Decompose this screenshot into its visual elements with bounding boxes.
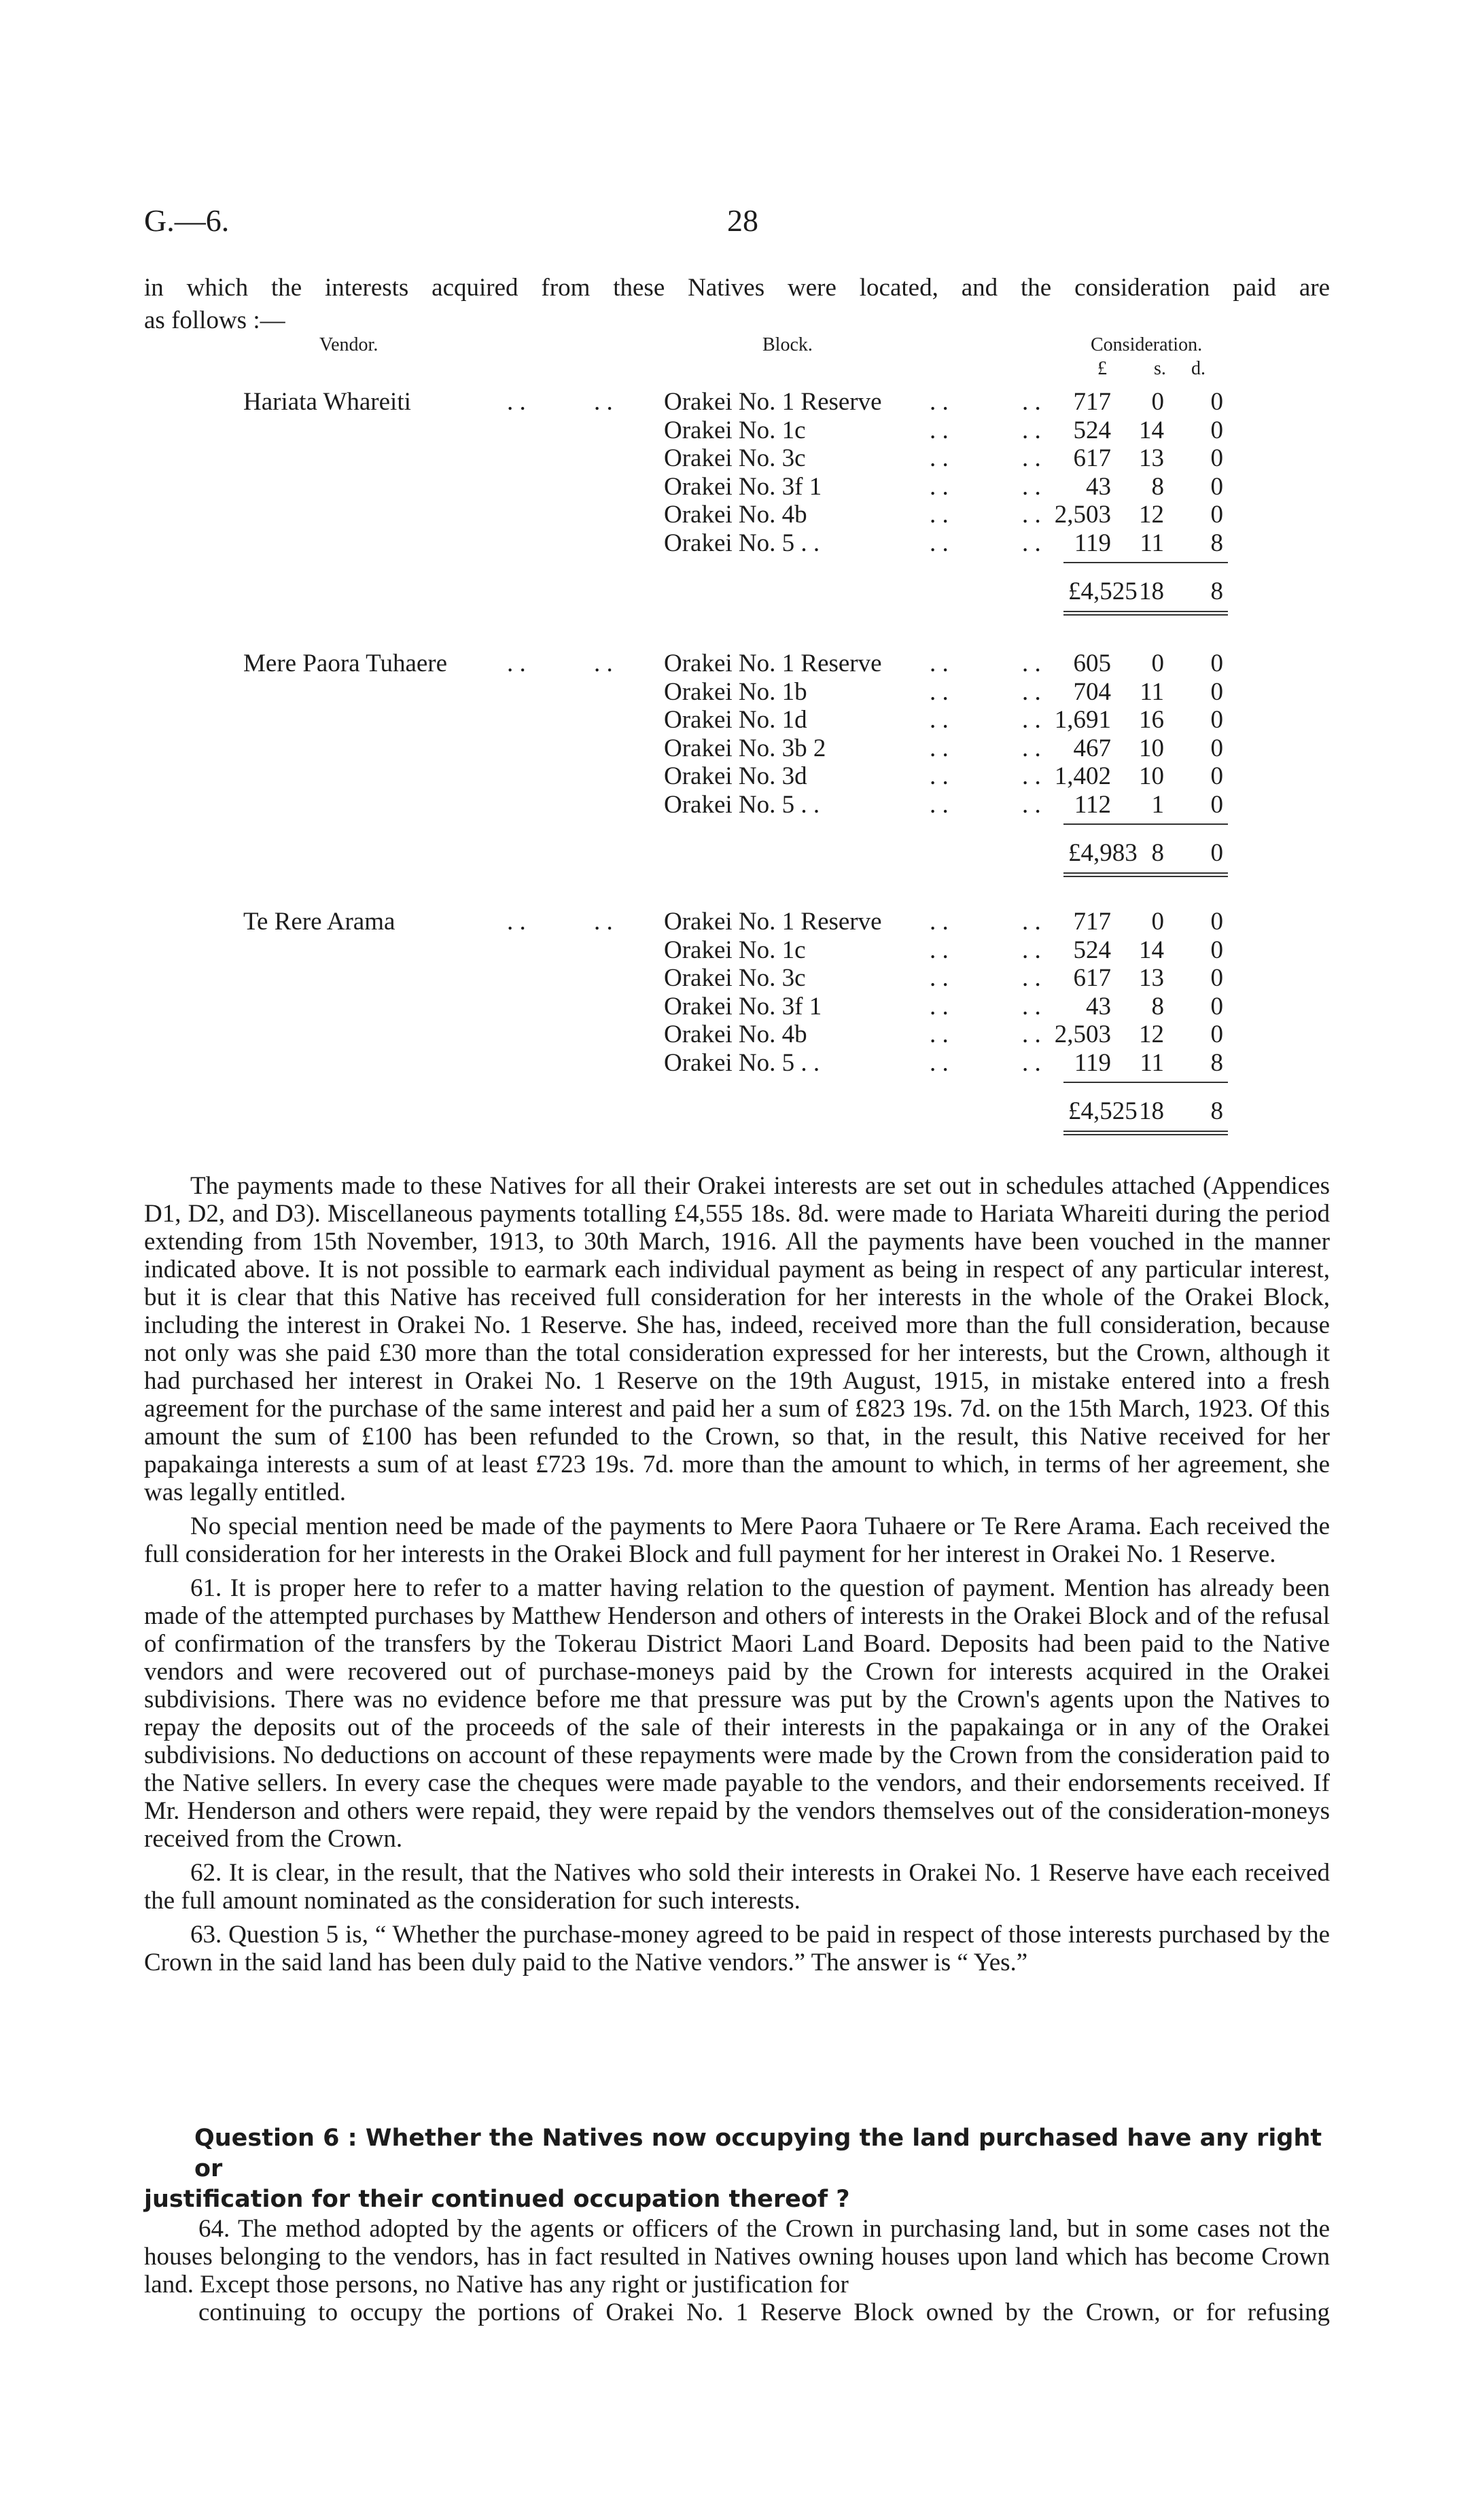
amount-pence: 0 [1210, 650, 1223, 677]
subtotal-rule [1063, 1082, 1228, 1083]
intro-line-2: as follows :— [144, 306, 285, 334]
amount-pounds: 717 [1073, 908, 1111, 936]
leader-dots: . . [930, 650, 949, 677]
total-double-rule [1063, 1131, 1228, 1135]
leader-dots: . . [930, 1021, 949, 1048]
total-pence: 8 [1210, 578, 1223, 605]
column-header-block: Block. [762, 334, 813, 355]
amount-pence: 0 [1210, 388, 1223, 416]
leader-dots: . . [930, 529, 949, 557]
amount-pence: 0 [1210, 677, 1223, 706]
leader-dots: . . [507, 908, 526, 936]
amount-pounds: 2,503 [1054, 1021, 1111, 1048]
amount-shillings: 0 [1151, 908, 1164, 936]
leader-dots: . . [930, 964, 949, 992]
amount-shillings: 1 [1151, 790, 1164, 819]
intro-line-1: in which the interests acquired from these Natives were located, and the consideration paid are [144, 274, 1330, 302]
amount-pounds: 717 [1073, 388, 1111, 416]
leader-dots: . . [1022, 501, 1041, 529]
amount-shillings: 13 [1139, 964, 1164, 992]
amount-pence: 0 [1210, 762, 1223, 790]
paragraph-64 [144, 2215, 1330, 2326]
leader-dots: . . [930, 706, 949, 734]
paragraph-63: 63. Question 5 is, “ Whether the purchase-money agreed to be paid in respect of those interests purchased by the Crown in the said land has been duly paid to the Native vendors.” The answer is “ Yes.” [144, 1921, 1330, 1976]
block-name: Orakei No. 3f 1 [664, 472, 822, 501]
amount-pounds: 1,691 [1054, 706, 1111, 734]
leader-dots: . . [594, 908, 613, 936]
total-double-rule [1063, 611, 1228, 616]
amount-pounds: 524 [1073, 936, 1111, 964]
subtotal-rule [1063, 823, 1228, 825]
vendor-name: Te Rere Arama [243, 908, 395, 936]
amount-pence: 0 [1210, 936, 1223, 964]
leader-dots: . . [930, 388, 949, 416]
amount-shillings: 14 [1139, 936, 1164, 964]
amount-shillings: 0 [1151, 650, 1164, 677]
block-name: Orakei No. 5 . . [664, 1048, 820, 1077]
block-name: Orakei No. 4b [664, 1021, 807, 1048]
amount-shillings: 13 [1139, 444, 1164, 472]
leader-dots: . . [1022, 964, 1041, 992]
block-name: Orakei No. 4b [664, 501, 807, 529]
column-header-pounds: £ [1097, 358, 1107, 379]
leader-dots: . . [930, 908, 949, 936]
body-paragraphs [144, 1172, 1330, 1983]
leader-dots: . . [1022, 936, 1041, 964]
paragraph-payments: The payments made to these Natives for all their Orakei interests are set out in schedules attached (Appendices D1, D2, and D3). Miscellaneous payments totalling £4,555 18s. 8d. were made to Hariata Whareiti during the period extending from 15th November, 1913, to 30th March, 1916. All the payments have been vouched in the manner indicated above. It is not possible to earmark each individual payment as being in respect of any particular interest, but it is clear that this Native has received full consideration for her interests in the whole of the Orakei Block, including the interest in Orakei No. 1 Reserve. She has, indeed, received more than the full consideration, because not only was she paid £30 more than the total consideration expressed for her interests, but the Crown, although it had purchased her interest in Orakei No. 1 Reserve on the 19th August, 1915, in mistake entered into a fresh agreement for the purchase of the same interest and paid her a sum of £823 19s. 7d. on the 15th March, 1923. Of this amount the sum of £100 has been refunded to the Crown, so that, in the result, this Native received for her papakainga interests a sum of at least £723 19s. 7d. more than the amount to which, in terms of her agreement, she was legally entitled. [144, 1172, 1330, 1506]
amount-pounds: 605 [1073, 650, 1111, 677]
amount-shillings: 12 [1139, 1021, 1164, 1048]
block-name: Orakei No. 1 Reserve [664, 650, 882, 677]
column-header-consideration: Consideration. [1091, 334, 1203, 355]
leader-dots: . . [1022, 472, 1041, 501]
block-name: Orakei No. 1d [664, 706, 807, 734]
column-header-shillings: s. [1154, 358, 1166, 379]
leader-dots: . . [1022, 416, 1041, 444]
amount-shillings: 14 [1139, 416, 1164, 444]
total-shillings: 18 [1139, 1097, 1164, 1125]
amount-pence: 0 [1210, 734, 1223, 762]
block-name: Orakei No. 3c [664, 964, 806, 992]
leader-dots: . . [594, 388, 613, 416]
amount-shillings: 8 [1151, 992, 1164, 1021]
leader-dots: . . [507, 650, 526, 677]
amount-pence: 0 [1210, 706, 1223, 734]
amount-pounds: 467 [1073, 734, 1111, 762]
total-pounds: £4,525 [1068, 1097, 1138, 1125]
amount-pounds: 43 [1086, 472, 1111, 501]
amount-pence: 0 [1210, 1021, 1223, 1048]
paragraph-62: 62. It is clear, in the result, that the Natives who sold their interests in Orakei No. 1 Reserve have each received the full amount nominated as the consideration for such interests. [144, 1859, 1330, 1915]
leader-dots: . . [930, 734, 949, 762]
amount-pounds: 617 [1073, 444, 1111, 472]
subtotal-rule [1063, 562, 1228, 563]
amount-pence: 0 [1210, 416, 1223, 444]
leader-dots: . . [930, 1048, 949, 1077]
amount-pence: 0 [1210, 472, 1223, 501]
amount-pounds: 704 [1073, 677, 1111, 706]
amount-pence: 0 [1210, 992, 1223, 1021]
question-6-heading [144, 2123, 1330, 2215]
leader-dots: . . [930, 472, 949, 501]
amount-pence: 0 [1210, 908, 1223, 936]
question-6-line-2: justification for their continued occupation thereof ? [144, 2186, 850, 2213]
block-name: Orakei No. 1b [664, 677, 807, 706]
total-pence: 0 [1210, 839, 1223, 867]
total-pounds: £4,525 [1068, 578, 1138, 605]
leader-dots: . . [1022, 444, 1041, 472]
leader-dots: . . [1022, 908, 1041, 936]
amount-pounds: 112 [1074, 790, 1111, 819]
amount-pounds: 617 [1073, 964, 1111, 992]
amount-pounds: 1,402 [1054, 762, 1111, 790]
leader-dots: . . [1022, 1048, 1041, 1077]
leader-dots: . . [1022, 790, 1041, 819]
page-number: 28 [727, 203, 758, 238]
amount-shillings: 12 [1139, 501, 1164, 529]
vendor-name: Hariata Whareiti [243, 388, 411, 416]
block-name: Orakei No. 3f 1 [664, 992, 822, 1021]
amount-shillings: 11 [1140, 677, 1164, 706]
total-double-rule [1063, 872, 1228, 877]
leader-dots: . . [1022, 992, 1041, 1021]
column-header-vendor: Vendor. [319, 334, 379, 355]
column-header-pence: d. [1191, 358, 1205, 379]
amount-shillings: 10 [1139, 762, 1164, 790]
leader-dots: . . [930, 677, 949, 706]
leader-dots: . . [930, 992, 949, 1021]
block-name: Orakei No. 1c [664, 936, 806, 964]
amount-pounds: 2,503 [1054, 501, 1111, 529]
leader-dots: . . [1022, 650, 1041, 677]
amount-shillings: 10 [1139, 734, 1164, 762]
document-reference: G.—6. [144, 203, 230, 238]
block-name: Orakei No. 3c [664, 444, 806, 472]
total-pence: 8 [1210, 1097, 1223, 1125]
block-name: Orakei No. 5 . . [664, 529, 820, 557]
block-name: Orakei No. 3d [664, 762, 807, 790]
amount-pounds: 43 [1086, 992, 1111, 1021]
block-name: Orakei No. 1 Reserve [664, 908, 882, 936]
amount-shillings: 11 [1140, 529, 1164, 557]
leader-dots: . . [1022, 706, 1041, 734]
leader-dots: . . [1022, 762, 1041, 790]
leader-dots: . . [1022, 1021, 1041, 1048]
amount-pounds: 524 [1073, 416, 1111, 444]
block-name: Orakei No. 1c [664, 416, 806, 444]
leader-dots: . . [507, 388, 526, 416]
leader-dots: . . [930, 790, 949, 819]
intro-text [144, 272, 1330, 337]
amount-shillings: 0 [1151, 388, 1164, 416]
leader-dots: . . [930, 936, 949, 964]
paragraph-64-last-line: continuing to occupy the portions of Orakei No. 1 Reserve Block owned by the Crown, or for refusing [198, 2299, 1330, 2326]
total-shillings: 18 [1139, 578, 1164, 605]
leader-dots: . . [1022, 677, 1041, 706]
paragraph-61: 61. It is proper here to refer to a matter having relation to the question of payment. Mention has already been made of the attempted purchases by Matthew Henderson and others of interests in the Orakei Block and of the refusal of confirmation of the transfers by the Tokerau District Maori Land Board. Deposits had been paid to the Native vendors and were recovered out of purchase-moneys paid by the Crown for interests acquired in the Orakei subdivisions. There was no evidence before me that pressure was put by the Crown's agents upon the Natives to repay the deposits out of the proceeds of the sale of their interests in the papakainga or in any of the Orakei subdivisions. No deductions on account of these repayments were made by the Crown from the consideration paid to the Native sellers. In every case the cheques were made payable to the vendors, and their endorsements received. If Mr. Henderson and others were repaid, they were repaid by the vendors themselves out of the consideration-moneys received from the Crown. [144, 1574, 1330, 1853]
amount-pence: 0 [1210, 444, 1223, 472]
leader-dots: . . [1022, 734, 1041, 762]
question-6-line-1: Question 6 : Whether the Natives now occupying the land purchased have any right or [194, 2125, 1322, 2182]
amount-shillings: 8 [1151, 472, 1164, 501]
leader-dots: . . [930, 444, 949, 472]
amount-pence: 0 [1210, 790, 1223, 819]
leader-dots: . . [930, 416, 949, 444]
amount-pence: 8 [1210, 529, 1223, 557]
paragraph-64-text: 64. The method adopted by the agents or officers of the Crown in purchasing land, but in some cases not the houses belonging to the vendors, has in fact resulted in Natives owning houses upon land which has become Crown land. Except those persons, no Native has any right or justification for [144, 2215, 1330, 2299]
total-shillings: 8 [1151, 839, 1164, 867]
amount-shillings: 16 [1139, 706, 1164, 734]
leader-dots: . . [930, 762, 949, 790]
vendor-name: Mere Paora Tuhaere [243, 650, 448, 677]
block-name: Orakei No. 5 . . [664, 790, 820, 819]
total-pounds: £4,983 [1068, 839, 1138, 867]
amount-pence: 0 [1210, 964, 1223, 992]
paragraph-no-special-mention: No special mention need be made of the payments to Mere Paora Tuhaere or Te Rere Arama. Each received the full consideration for her interests in the Orakei Block and full payment for her interest in Orakei No. 1 Reserve. [144, 1512, 1330, 1568]
block-name: Orakei No. 1 Reserve [664, 388, 882, 416]
amount-pence: 0 [1210, 501, 1223, 529]
amount-pounds: 119 [1074, 1048, 1111, 1077]
leader-dots: . . [930, 501, 949, 529]
leader-dots: . . [1022, 388, 1041, 416]
leader-dots: . . [594, 650, 613, 677]
leader-dots: . . [1022, 529, 1041, 557]
amount-pounds: 119 [1074, 529, 1111, 557]
amount-shillings: 11 [1140, 1048, 1164, 1077]
amount-pence: 8 [1210, 1048, 1223, 1077]
block-name: Orakei No. 3b 2 [664, 734, 826, 762]
